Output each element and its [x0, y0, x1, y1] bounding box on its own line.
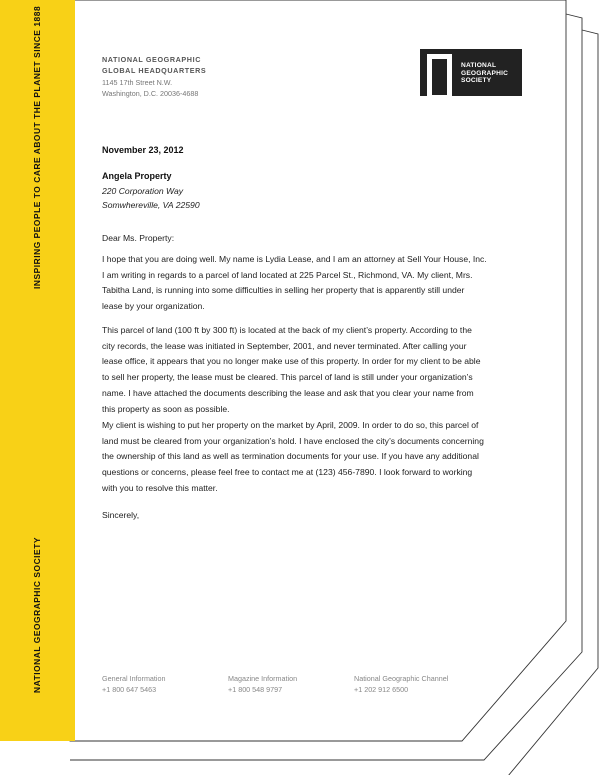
logo-line-1: NATIONAL [461, 62, 497, 69]
footer-label: Magazine Information [228, 674, 298, 683]
sidebar-org-name: NATIONAL GEOGRAPHIC SOCIETY [32, 537, 42, 693]
footer-label: General Information [102, 674, 166, 683]
footer-label: National Geographic Channel [354, 674, 449, 683]
letter-date: November 23, 2012 [102, 145, 184, 155]
headquarters-name [102, 55, 206, 76]
address-line-2: Washington, D.C. 20036-4688 [102, 88, 199, 98]
yellow-border-icon [427, 54, 452, 100]
body-paragraph-1: I hope that you are doing well. My name is Lydia Lease, and I am an attorney at Sell Your House, Inc. I am writing in regards to a parcel of land located at 225 Parcel St., Richmond, VA. My client, Mrs. Tabitha Land, is running into some difficulties in selling her property that is apparently still under lease by your organization. [102, 254, 487, 312]
footer-phone: +1 800 647 5463 [102, 685, 157, 694]
sidebar-tagline: INSPIRING PEOPLE TO CARE ABOUT THE PLANET SINCE 1888 [32, 5, 42, 289]
hq-line-1: NATIONAL GEOGRAPHIC [102, 55, 201, 64]
recipient-address [102, 184, 200, 212]
logo-text [461, 62, 508, 85]
logo-line-2: GEOGRAPHIC [461, 69, 509, 77]
logo-line-3: SOCIETY [461, 77, 492, 85]
body-paragraph-3: My client is wishing to put her property on the market by April, 2009. In order to do so, this parcel of land must be cleared from your organization’s hold. I have enclosed the city’s documents concerning the ownership of this land as well as termination documents for your use. If you have any additional questions or concerns, please feel free to contact me at (123) 456-7890. I look forward to working with you to resolve this matter. [102, 420, 484, 493]
address-line-1: 1145 17th Street N.W. [102, 78, 173, 87]
salutation: Dear Ms. Property: [102, 233, 175, 243]
closing: Sincerely, [102, 510, 140, 520]
headquarters-address [102, 78, 198, 99]
footer-contact-general [102, 673, 166, 695]
hq-line-2: GLOBAL HEADQUARTERS [102, 65, 207, 75]
footer-contact-channel [354, 673, 448, 695]
recipient-address-line-1: 220 Corporation Way [102, 186, 184, 196]
recipient-address-line-2: Somwhereville, VA 22590 [102, 200, 200, 210]
nat-geo-logo [420, 49, 522, 96]
recipient-name: Angela Property [102, 171, 172, 181]
body-paragraph-2: This parcel of land (100 ft by 300 ft) is located at the back of my client’s property. According to the city records, the lease was initiated in September, 2001, and never terminated. After calling your lease office, it appears that you no longer make use of this property. In order for my client to be able to sell her property, the lease must be cleared. This parcel of land is still under your organization’s name. I have attached the documents describing the lease and ask that you clear your name from this property as soon as possible. [102, 325, 481, 414]
footer-contact-magazine [228, 673, 297, 695]
footer-phone: +1 202 912 6500 [354, 685, 409, 694]
footer-phone: +1 800 548 9797 [228, 685, 283, 694]
